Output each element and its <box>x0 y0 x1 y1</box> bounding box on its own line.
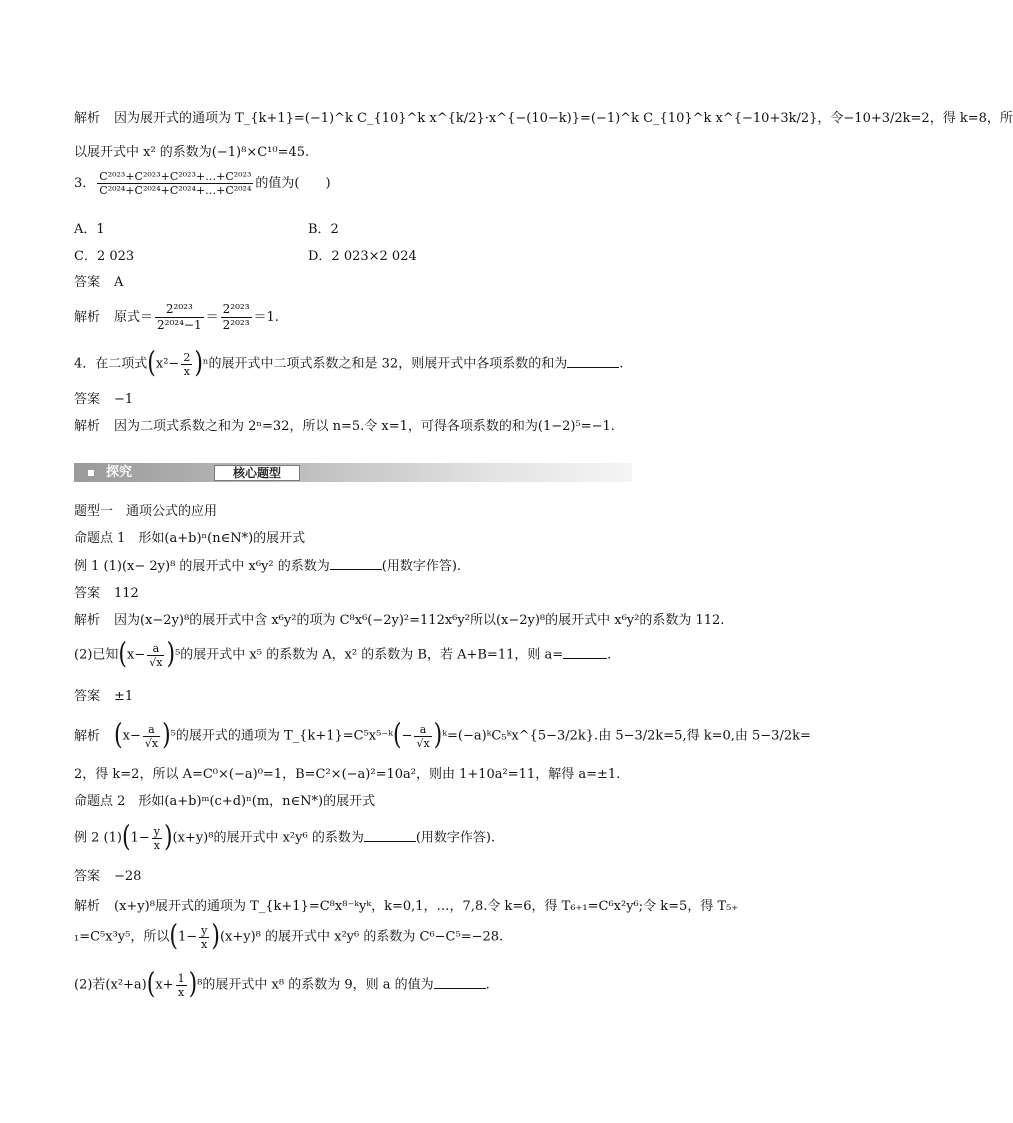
fraction-denominator: x <box>201 937 208 951</box>
example-1-part-1 <box>74 557 461 576</box>
example-text: 例 1 (1)(x− 2y)⁸ 的展开式中 x⁶y² 的系数为 <box>74 559 330 574</box>
answer-value: −1 <box>114 392 134 407</box>
fraction-denominator: √x <box>149 655 163 669</box>
solution-text: ＝1. <box>253 310 279 325</box>
solution-text: ᵏ=(−a)ᵏC₅ᵏx^{5−3/2k}.由 5−3/2k=5,得 k=0,由 5−3/2k= <box>442 728 811 744</box>
solution-text: 原式＝ <box>114 310 154 325</box>
solution-text: 因为(x−2y)⁸的展开式中含 x⁶y²的项为 C⁸x⁶(−2y)²=112x⁶y²所以(x−2y)⁸的展开式中 x⁶y²的系数为 112. <box>114 613 725 628</box>
example-text: (用数字作答). <box>381 559 462 574</box>
answer-label: 答案 <box>74 586 101 601</box>
fraction-numerator: 2²⁰²³ <box>155 302 204 318</box>
solution-text: (x+y)⁸ 的展开式中 x²y⁶ 的系数为 C⁶−C⁵=−28. <box>219 929 504 945</box>
expr: − <box>401 728 413 744</box>
option-d: D．2 023×2 024 <box>308 249 417 264</box>
expr-fraction <box>199 924 209 951</box>
point-1-heading: 命题点 1 形如(a+b)ⁿ(n∈N*)的展开式 <box>74 531 306 546</box>
expr-fraction <box>176 972 187 999</box>
answer-label: 答案 <box>74 869 101 884</box>
answer-value: −28 <box>114 869 142 884</box>
answer-blank[interactable] <box>364 829 416 842</box>
solution-5 <box>74 612 724 630</box>
expr-fraction <box>152 825 162 852</box>
answer-6 <box>74 688 133 706</box>
question-text: ⁿ的展开式中二项式系数之和是 32，则展开式中各项系数的和为 <box>202 356 568 372</box>
fraction-numerator: y <box>201 923 208 937</box>
solution-text: ₁=C⁵x³y⁵，所以 <box>74 929 170 945</box>
example-text: (x+y)⁸的展开式中 x²y⁶ 的系数为 <box>172 830 364 846</box>
answer-5 <box>74 585 139 603</box>
expr: x+ <box>155 977 174 993</box>
solution-6: 解析 (x− $\frac{a}{√x}$ )⁵的展开式的通项为 T_{k+1}=C⁵x⁵⁻ᵏ(− $\frac{a}{√x}$ )ᵏ=(−a)ᵏC₅ᵏx^{5−3/2k}.由 5−3/2k=5,得 k=0,由 5−3/2k= <box>74 719 811 752</box>
fraction-denominator: √x <box>416 736 430 750</box>
answer-7 <box>74 868 141 886</box>
answer-blank[interactable] <box>563 646 607 659</box>
fraction-denominator: 2²⁰²³ <box>222 318 250 332</box>
example-text: . <box>485 977 490 993</box>
example-2-part-1: 例 2 (1)(1− $\frac{y}{x}$ )(x+y)⁸的展开式中 x²y⁶ 的系数为 (用数字作答). <box>74 821 496 854</box>
question-3-fraction <box>97 170 253 197</box>
banner-title-text: 探究 <box>106 465 133 480</box>
expr: x²− <box>155 356 180 372</box>
question-text: 4．在二项式 <box>74 356 148 372</box>
fraction-numerator: a <box>147 642 164 656</box>
solution-7-line-2: ₁=C⁵x³y⁵，所以(1− $\frac{y}{x}$ )(x+y)⁸ 的展开式中 x²y⁶ 的系数为 C⁶−C⁵=−28. <box>74 920 504 953</box>
banner-subtitle: 核心题型 <box>214 465 300 481</box>
expr: x− <box>127 647 146 663</box>
question-3 <box>74 170 331 197</box>
fraction-denominator: x <box>153 838 160 852</box>
fraction-denominator: x <box>177 985 185 999</box>
solution-6-line-2: 2，得 k=2，所以 A=C⁰×(−a)⁰=1，B=C²×(−a)²=10a²，则由 1+10a²=11，解得 a=±1. <box>74 767 621 782</box>
solution-7 <box>74 898 738 916</box>
solution-label: 解析 <box>74 419 101 434</box>
solution-text: 因为二项式系数之和为 2ⁿ=32，所以 n=5.令 x=1，可得各项系数的和为(1−2)⁵=−1. <box>114 419 615 434</box>
solution-text: (x+y)⁸展开式的通项为 T_{k+1}=C⁸x⁸⁻ᵏyᵏ，k=0,1，…，7,8.令 k=6，得 T₆₊₁=C⁶x²y⁶;令 k=5，得 T₅₊ <box>114 899 739 914</box>
answer-blank[interactable] <box>434 976 486 989</box>
expr-fraction <box>414 723 431 750</box>
answer-label: 答案 <box>74 275 101 290</box>
option-a: A．1 <box>74 222 105 237</box>
question-tail: 的值为( ) <box>255 176 331 191</box>
option-b: B．2 <box>308 222 339 237</box>
answer-blank[interactable] <box>330 557 382 570</box>
solution-line-2: 以展开式中 x² 的系数为(−1)⁸×C¹⁰=45. <box>74 145 310 160</box>
answer-value: A <box>114 275 124 290</box>
fraction-denominator: C²⁰²⁴+C²⁰²⁴+C²⁰²⁴+…+C²⁰²⁴ <box>99 184 252 197</box>
fraction-denominator: x <box>183 364 190 378</box>
example-1-part-2: (2)已知(x− $\frac{a}{√x}$ )⁵的展开式中 x⁵ 的系数为 A，x² 的系数为 B，若 A+B=11，则 a= . <box>74 638 612 671</box>
answer-value: 112 <box>114 586 139 601</box>
example-text: ⁵的展开式中 x⁵ 的系数为 A，x² 的系数为 B，若 A+B=11，则 a= <box>175 647 564 663</box>
solution-label: 解析 <box>74 310 101 325</box>
solution-fraction-2 <box>221 302 252 333</box>
expr: x− <box>122 728 141 744</box>
answer-4 <box>74 391 133 409</box>
expr-fraction <box>181 351 192 378</box>
solution-text: ⁵的展开式的通项为 T_{k+1}=C⁵x⁵⁻ᵏ <box>170 728 393 744</box>
solution-label: 解析 <box>74 899 101 914</box>
type-heading: 题型一 通项公式的应用 <box>74 504 218 519</box>
fraction-numerator: a <box>414 723 431 737</box>
answer-label: 答案 <box>74 689 101 704</box>
expr: 1− <box>130 830 150 846</box>
solution-4 <box>74 418 615 436</box>
solution-label: 解析 <box>74 613 101 628</box>
banner-title <box>88 464 132 481</box>
example-text: (2)若(x²+a) <box>74 977 147 993</box>
question-4: 4．在二项式(x²− $\frac{2}{x}$ )ⁿ的展开式中二项式系数之和是 32，则展开式中各项系数的和为 . <box>74 347 624 380</box>
solution-fraction-1 <box>155 302 204 333</box>
solution-label: 解析 <box>74 728 101 744</box>
section-banner <box>74 463 632 482</box>
fraction-denominator: 2²⁰²⁴−1 <box>157 318 202 332</box>
answer-blank[interactable] <box>567 355 619 368</box>
point-2-heading: 命题点 2 形如(a+b)ᵐ(c+d)ⁿ(m，n∈N*)的展开式 <box>74 794 376 809</box>
example-text: (用数字作答). <box>415 830 496 846</box>
answer-3 <box>74 274 123 292</box>
option-c: C．2 023 <box>74 249 135 264</box>
example-text: (2)已知 <box>74 647 119 663</box>
fraction-numerator: 2²⁰²³ <box>222 302 250 316</box>
example-text: ⁸的展开式中 x⁸ 的系数为 9，则 a 的值为 <box>197 977 434 993</box>
question-number: 3． <box>74 176 96 191</box>
square-icon <box>88 470 94 476</box>
expr-fraction <box>143 723 160 750</box>
fraction-numerator: y <box>153 824 160 838</box>
fraction-denominator: √x <box>144 736 159 750</box>
question-text: . <box>619 356 624 372</box>
solution-label: 解析 <box>74 111 101 126</box>
fraction-numerator: C²⁰²³+C²⁰²³+C²⁰²³+…+C²⁰²³ <box>99 170 252 183</box>
fraction-numerator: a <box>143 723 160 737</box>
fraction-numerator: 2 <box>183 350 191 364</box>
example-2-part-2: (2)若(x²+a)(x+ $\frac{1}{x}$ )⁸的展开式中 x⁸ 的系数为 9，则 a 的值为 . <box>74 968 490 1001</box>
fraction-numerator: 1 <box>177 971 185 985</box>
answer-label: 答案 <box>74 392 101 407</box>
solution-3: 解析 原式＝ $\frac{\text{2²⁰²³}}{\text{2²⁰²⁴−1}}$ ＝ $\frac{\text{2²⁰²³}}{\text{2²⁰²³}}$ ＝1. <box>74 302 279 332</box>
solution-text: 因为展开式的通项为 T_{k+1}=(−1)^k C_{10}^k x^{k/2}·x^{−(10−k)}=(−1)^k C_{10}^k x^{−10+3k/2}，令−10+3/2k=2，得 k=8，所 <box>114 111 1013 126</box>
expr: 1− <box>177 929 198 945</box>
expr-fraction <box>147 642 164 669</box>
example-text: . <box>607 647 612 663</box>
answer-value: ±1 <box>114 689 134 704</box>
solution-line-1 <box>74 110 1013 128</box>
example-text: 例 2 (1) <box>74 830 122 846</box>
